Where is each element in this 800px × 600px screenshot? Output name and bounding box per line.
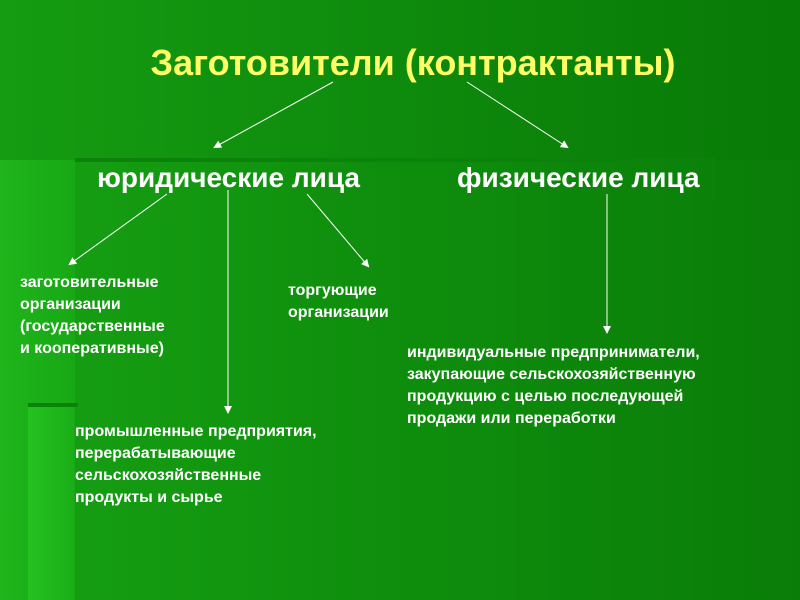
category-individuals: физические лица <box>457 162 700 193</box>
node-industrial-enterprises: промышленные предприятия, перерабатывающие сельскохозяйственные продукты и сырье <box>75 423 317 506</box>
category-legal-entities: юридические лица <box>97 162 360 193</box>
arrow-title-to-legal <box>215 82 333 147</box>
arrow-legal-to-procurement <box>70 194 167 264</box>
diagram-title: Заготовители (контрактанты) <box>150 42 676 83</box>
node-procurement-organizations: заготовительные организации (государственные и кооперативные) <box>20 274 165 357</box>
arrow-title-to-physical <box>467 82 567 147</box>
node-individual-entrepreneurs: индивидуальные предприниматели, закупающие сельскохозяйственную продукцию с целью последующей продажи или переработки <box>407 344 700 427</box>
arrow-legal-to-trade <box>307 194 368 266</box>
node-trade-organizations: торгующие организации <box>288 282 389 321</box>
